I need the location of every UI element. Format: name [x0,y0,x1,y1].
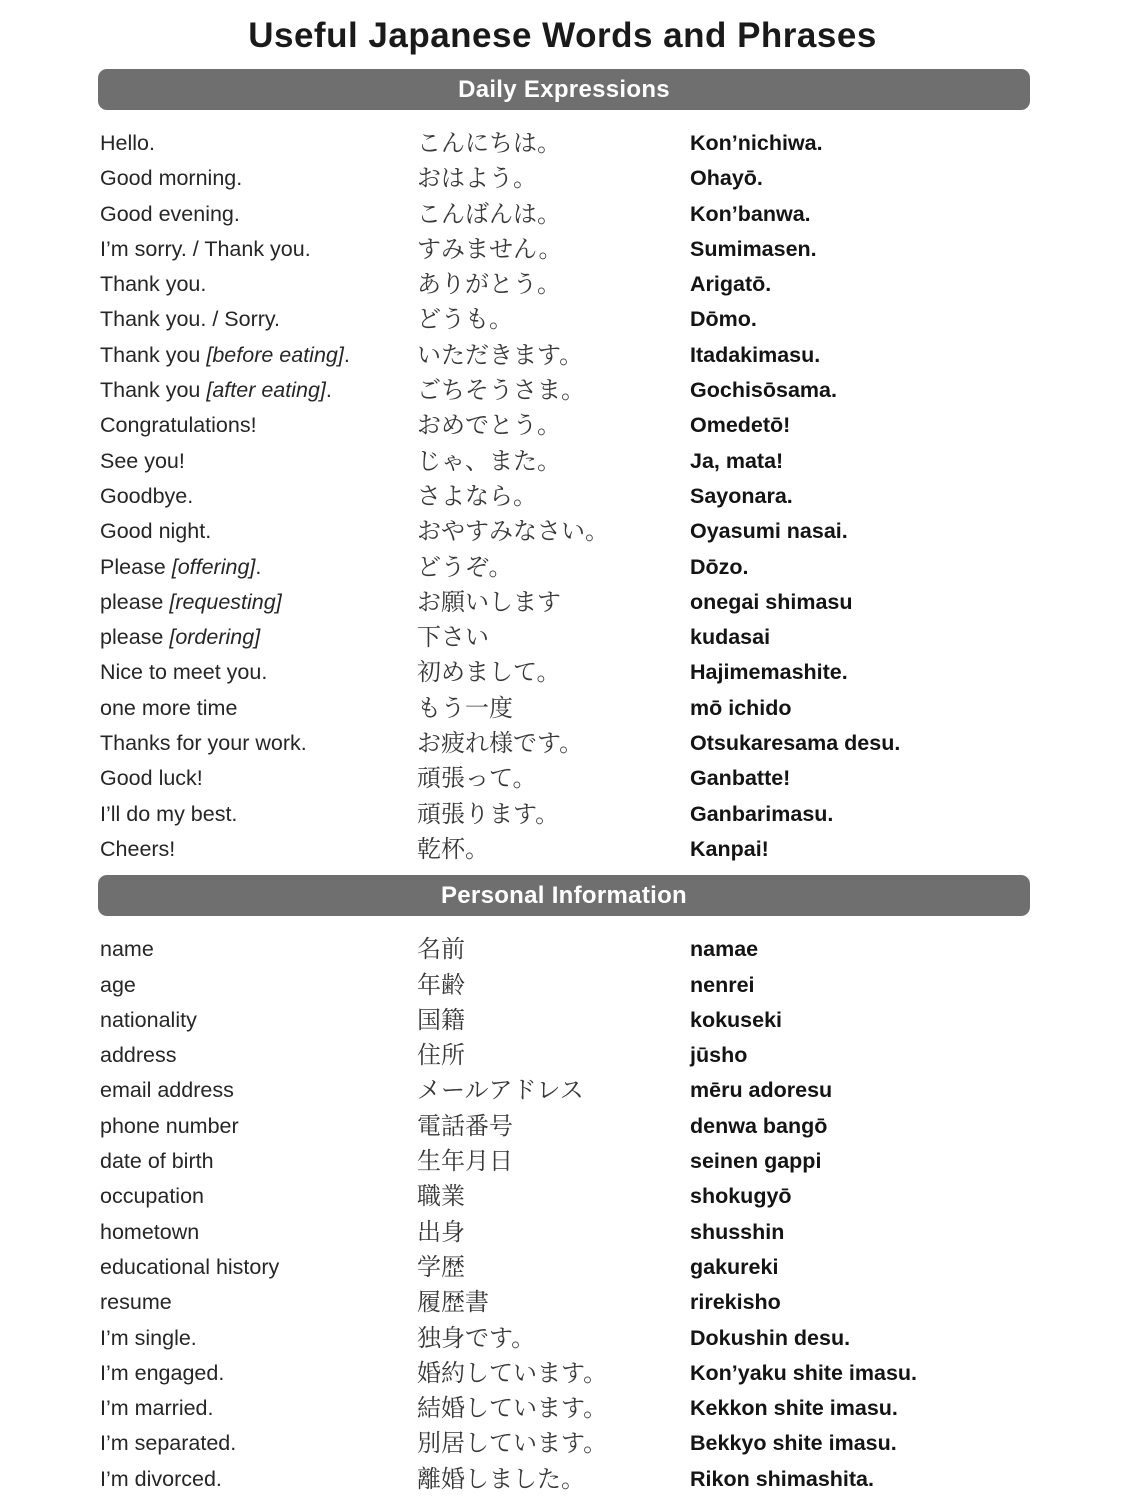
phrase-row [100,197,1030,232]
english-phrase [100,726,417,761]
english-phrase-text: phone number [100,1113,239,1138]
romaji-phrase: Arigatō. [690,272,772,297]
romaji-phrase: jūsho [690,1043,748,1068]
phrase-row [100,1179,1030,1214]
japanese-phrase: 電話番号 [417,1112,513,1140]
english-phrase-text: I’m engaged. [100,1360,225,1385]
romaji-phrase: namae [690,937,759,962]
page-title: Useful Japanese Words and Phrases [248,16,877,55]
phrase-row [100,761,1030,796]
japanese-phrase: 住所 [417,1042,465,1070]
english-phrase-text: Thank you [100,378,207,403]
english-phrase-text: one more time [100,695,238,720]
romaji-phrase: shusshin [690,1219,785,1244]
japanese-phrase: 名前 [417,936,465,964]
english-phrase [100,408,417,443]
japanese-phrase: 下さい [417,624,489,652]
phrase-row [100,161,1030,196]
english-phrase [100,1391,417,1426]
english-phrase-context-note: [offering] [171,554,256,579]
romaji-phrase: Ja, mata! [690,448,784,473]
english-phrase-text: I’m divorced. [100,1466,222,1491]
japanese-phrase: ありがとう。 [417,271,561,299]
phrase-row [100,797,1030,832]
phrase-row [100,1462,1030,1497]
japanese-phrase: 頑張って。 [417,765,537,793]
japanese-phrase: 別居しています。 [417,1430,608,1458]
phrase-row [100,1038,1030,1073]
japanese-phrase: おやすみなさい。 [417,518,609,546]
english-phrase-text: I’m separated. [100,1431,237,1456]
romaji-phrase: seinen gappi [690,1149,822,1174]
phrase-row [100,373,1030,408]
japanese-phrase: どうも。 [417,306,513,334]
japanese-phrase: 学歴 [417,1253,465,1281]
romaji-phrase: Kon’nichiwa. [690,131,823,155]
phrase-row [100,691,1030,726]
english-phrase-text: email address [100,1078,234,1103]
english-phrase [100,761,417,796]
romaji-phrase: kudasai [690,625,771,650]
english-phrase [100,1250,417,1285]
phrase-row [100,126,1030,161]
japanese-phrase: 乾杯。 [417,835,489,863]
english-phrase [100,232,417,267]
english-phrase-context-note: [requesting] [169,589,282,614]
japanese-phrase: 出身 [417,1218,465,1246]
english-phrase [100,655,417,690]
section-header-daily-expressions: Daily Expressions [98,69,1030,110]
english-phrase [100,1215,417,1250]
japanese-phrase: こんばんは。 [417,200,561,228]
phrase-row [100,408,1030,443]
romaji-phrase: Kanpai! [690,836,769,861]
english-phrase-text: age [100,972,136,997]
japanese-phrase: 独身です。 [417,1324,536,1352]
english-phrase [100,1356,417,1391]
romaji-phrase: Dōmo. [690,307,757,332]
romaji-phrase: Dokushin desu. [690,1325,851,1350]
phrase-row [100,1003,1030,1038]
english-phrase [100,550,417,585]
english-phrase [100,620,417,655]
japanese-phrase: さよなら。 [417,482,537,510]
japanese-phrase: すみません。 [417,235,563,263]
english-phrase-text: Thank you [100,342,207,367]
phrase-row [100,1073,1030,1108]
english-phrase-context-note: [ordering] [169,625,261,650]
english-phrase-text: Cheers! [100,836,176,861]
english-phrase [100,444,417,479]
english-phrase-text: address [100,1043,177,1068]
english-phrase-text: Goodbye. [100,483,194,508]
english-phrase [100,373,417,408]
romaji-phrase: kokuseki [690,1007,783,1032]
romaji-phrase: Sayonara. [690,483,793,508]
phrase-row [100,1109,1030,1144]
phrase-row [100,1285,1030,1320]
japanese-phrase: 職業 [417,1183,465,1211]
english-phrase-text: Thanks for your work. [100,731,307,756]
english-phrase [100,968,417,1003]
english-phrase-context-note: [before eating] [206,342,344,367]
daily-expressions-rows [100,126,1030,867]
english-phrase [100,932,417,967]
romaji-phrase: mō ichido [690,695,792,720]
phrase-row [100,302,1030,337]
english-phrase [100,514,417,549]
english-phrase-text: Congratulations! [100,413,257,438]
phrase-row [100,514,1030,549]
romaji-phrase: nenrei [690,972,755,997]
english-phrase [100,1109,417,1144]
english-phrase [100,1462,417,1497]
japanese-phrase: 頑張ります。 [417,800,560,828]
japanese-phrase: もう一度 [417,694,513,722]
japanese-phrase: こんにちは。 [417,130,561,157]
romaji-phrase: Rikon shimashita. [690,1466,874,1491]
phrase-row [100,479,1030,514]
english-phrase-context-note: [after eating] [206,378,326,403]
phrase-row [100,1215,1030,1250]
english-phrase [100,585,417,620]
english-phrase [100,1426,417,1461]
romaji-phrase: Otsukaresama desu. [690,731,901,756]
english-phrase [100,479,417,514]
english-phrase-text: I’m single. [100,1325,197,1350]
phrase-row [100,932,1030,967]
romaji-phrase: Itadakimasu. [690,342,821,367]
english-phrase [100,832,417,867]
romaji-phrase: Ganbarimasu. [690,801,834,826]
japanese-phrase: メールアドレス [417,1077,584,1105]
phrase-row [100,1321,1030,1356]
romaji-phrase: Kon’yaku shite imasu. [690,1360,918,1385]
english-phrase-text: resume [100,1290,172,1315]
phrase-row [100,968,1030,1003]
phrase-row [100,726,1030,761]
japanese-phrase: 生年月日 [417,1148,513,1176]
english-phrase [100,797,417,832]
romaji-phrase: rirekisho [690,1290,781,1315]
english-phrase-text: Good luck! [100,766,203,791]
romaji-phrase: Ohayō. [690,166,763,191]
romaji-phrase: Ganbatte! [690,766,791,791]
romaji-phrase: Bekkyo shite imasu. [690,1431,897,1456]
romaji-phrase: gakureki [690,1254,779,1279]
romaji-phrase: shokugyō [690,1184,792,1209]
english-phrase-text: Nice to meet you. [100,660,268,685]
english-phrase-punctuation: . [325,378,332,403]
english-phrase-punctuation: . [343,342,350,367]
english-phrase [100,1003,417,1038]
romaji-phrase: Hajimemashite. [690,660,848,685]
romaji-phrase: Sumimasen. [690,236,817,261]
english-phrase-text: Hello. [100,131,155,155]
english-phrase [100,1073,417,1108]
english-phrase [100,1179,417,1214]
romaji-phrase: denwa bangō [690,1113,828,1138]
phrase-row [100,1356,1030,1391]
romaji-phrase: Gochisōsama. [690,378,837,403]
japanese-phrase: 国籍 [417,1006,465,1034]
japanese-phrase: 結婚しています。 [417,1395,608,1423]
english-phrase [100,161,417,196]
english-phrase [100,1285,417,1320]
phrase-row [100,620,1030,655]
english-phrase-text: Good evening. [100,201,240,226]
japanese-phrase: どうぞ。 [417,553,513,581]
romaji-phrase: Omedetō! [690,413,791,438]
english-phrase-text: occupation [100,1184,204,1209]
personal-information-rows [100,932,1030,1497]
english-phrase-text: name [100,937,154,962]
phrase-row [100,655,1030,690]
phrase-row [100,338,1030,373]
phrase-row [100,832,1030,867]
section-header-personal-information: Personal Information [98,875,1030,916]
japanese-phrase: 離婚しました。 [417,1465,585,1493]
phrase-row [100,1391,1030,1426]
phrase-row [100,1144,1030,1179]
english-phrase-text: Thank you. [100,272,207,297]
english-phrase-text: nationality [100,1007,197,1032]
japanese-phrase: 履歴書 [417,1289,489,1317]
japanese-phrase: お願いします [417,588,561,616]
romaji-phrase: Kekkon shite imasu. [690,1396,898,1421]
english-phrase-text: Please [100,554,172,579]
english-phrase [100,691,417,726]
phrase-row [100,267,1030,302]
english-phrase-text: Good morning. [100,166,243,191]
english-phrase [100,1038,417,1073]
romaji-phrase: Oyasumi nasai. [690,519,848,544]
english-phrase-text: date of birth [100,1149,214,1174]
phrase-row [100,1426,1030,1461]
phrase-row [100,232,1030,267]
japanese-phrase: いただきます。 [417,341,584,369]
english-phrase [100,267,417,302]
english-phrase-text: I’ll do my best. [100,801,238,826]
english-phrase-text: I’m sorry. / Thank you. [100,236,311,261]
phrase-row [100,550,1030,585]
english-phrase [100,1321,417,1356]
japanese-phrase: おめでとう。 [417,412,561,440]
english-phrase-punctuation: . [255,554,262,579]
english-phrase-text: See you! [100,448,185,473]
english-phrase-text: hometown [100,1219,200,1244]
english-phrase [100,338,417,373]
japanese-phrase: 婚約しています。 [417,1359,608,1387]
japanese-phrase: 初めまして。 [417,659,561,687]
romaji-phrase: Kon’banwa. [690,201,811,226]
japanese-phrase: 年齢 [417,971,465,999]
phrase-row [100,444,1030,479]
phrase-row [100,585,1030,620]
english-phrase-text: Thank you. / Sorry. [100,307,281,332]
english-phrase [100,302,417,337]
english-phrase-text: please [100,625,170,650]
japanese-phrase: ごちそうさま。 [417,377,585,405]
english-phrase-text: I’m married. [100,1396,214,1421]
japanese-phrase: お疲れ様です。 [417,730,584,758]
romaji-phrase: mēru adoresu [690,1078,833,1103]
english-phrase-text: please [100,589,170,614]
japanese-phrase: じゃ、また。 [417,447,561,475]
english-phrase [100,1144,417,1179]
phrase-row [100,1250,1030,1285]
english-phrase-text: Good night. [100,519,212,544]
english-phrase-text: educational history [100,1254,280,1279]
english-phrase [100,126,417,161]
romaji-phrase: Dōzo. [690,554,749,579]
english-phrase [100,197,417,232]
romaji-phrase: onegai shimasu [690,589,853,614]
japanese-phrase: おはよう。 [417,165,537,193]
